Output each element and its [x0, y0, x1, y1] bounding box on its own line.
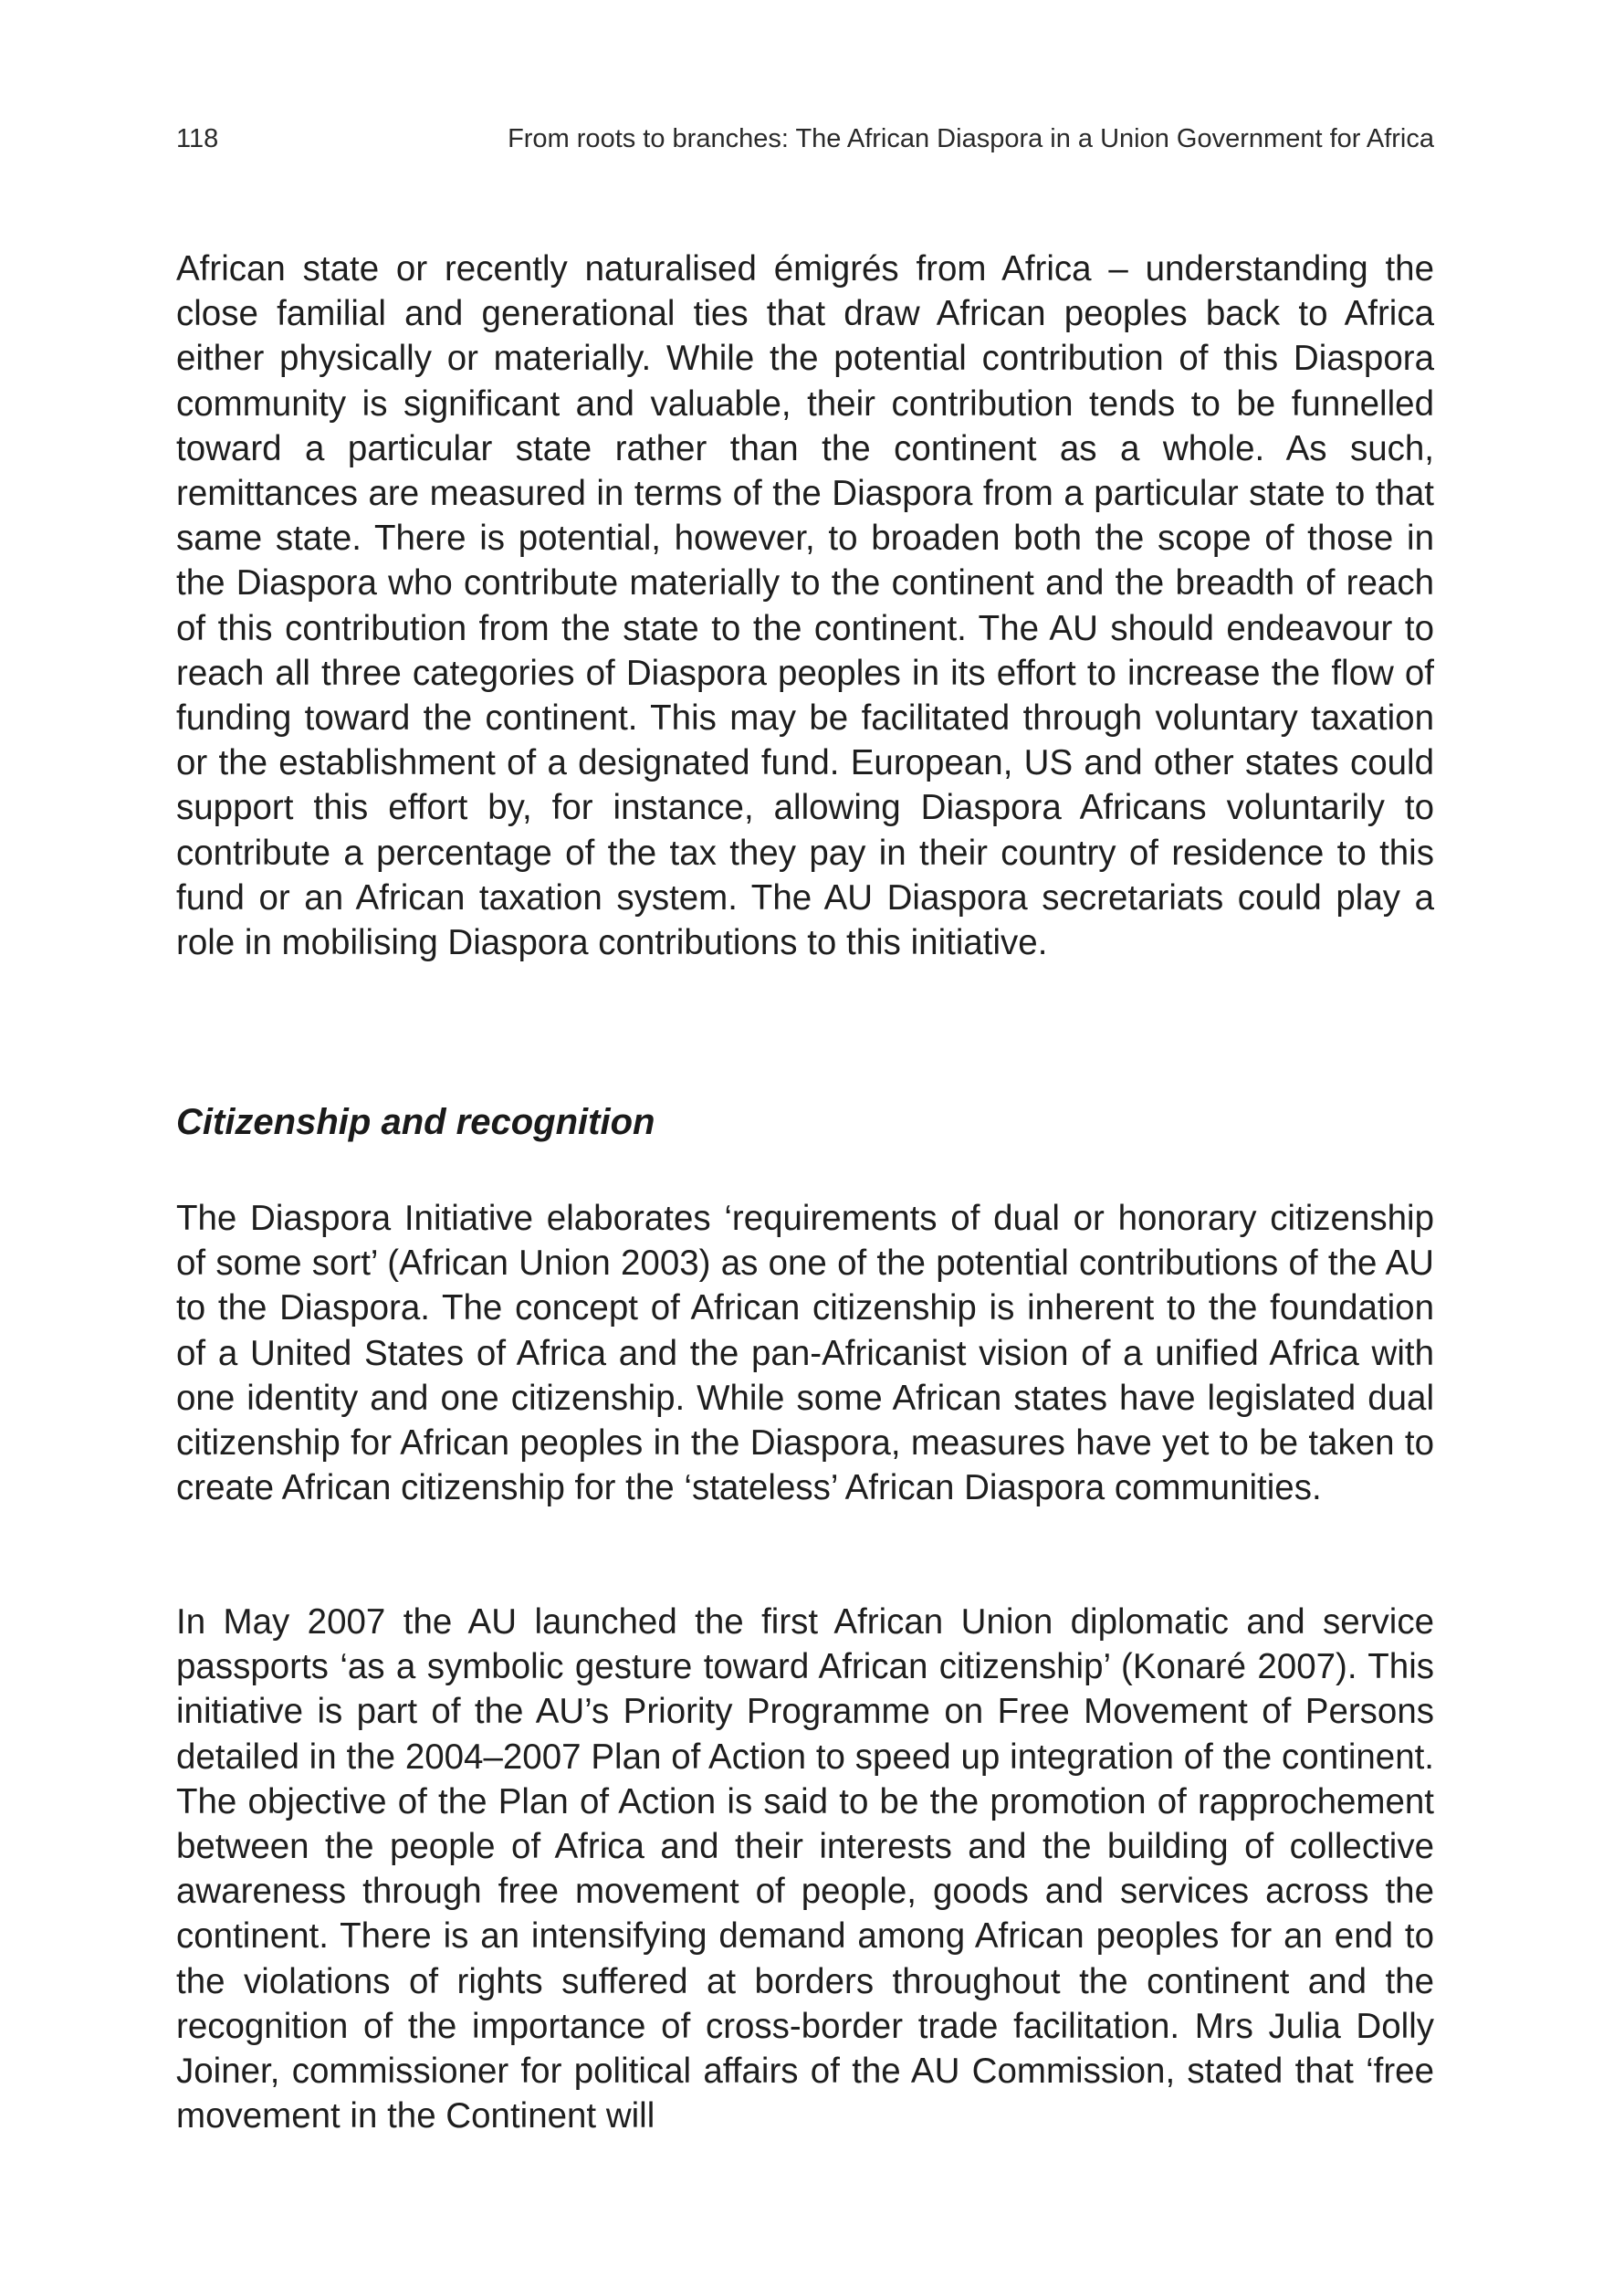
page-number: 118 [176, 124, 219, 153]
body-paragraph: The Diaspora Initiative elaborates ‘requirements of dual or honorary citizenship of some sort’ (African Union 2003) as one of the potential contributions of the AU to the Diaspora. The concept of African citizenship is inherent to the foundation of a United States of Africa and the pan-Africanist vision of a unified Africa with one identity and one citizenship. While some African states have legislated dual citizenship for African peoples in the Diaspora, measures have yet to be taken to create African citizenship for the ‘stateless’ African Diaspora communities. [176, 1199, 1434, 1508]
running-title: From roots to branches: The African Diaspora in a Union Government for Africa [508, 124, 1434, 153]
body-paragraph: African state or recently naturalised émigrés from Africa – understanding the close familial and generational ties that draw African peoples back to Africa either physically or materially. While the potential contribution of this Diaspora community is significant and valuable, their contribution tends to be funnelled toward a particular state rather than the continent as a whole. As such, remittances are measured in terms of the Diaspora from a particular state to that same state. There is potential, however, to broaden both the scope of those in the Diaspora who contribute materially to the continent and the breadth of reach of this contribution from the state to the continent. The AU should endeavour to reach all three categories of Diaspora peoples in its effort to increase the flow of funding toward the continent. This may be facilitated through voluntary taxation or the establishment of a designated fund. European, US and other states could support this effort by, for instance, allowing Diaspora Africans voluntarily to contribute a percentage of the tax they pay in their country of residence to this fund or an African taxation system. The AU Diaspora secretariats could play a role in mobilising Diaspora contributions to this initiative. [176, 249, 1434, 963]
section-heading: Citizenship and recognition [176, 1102, 655, 1142]
running-header [176, 121, 1434, 157]
body-paragraph: In May 2007 the AU launched the first African Union diplomatic and service passports ‘as a symbolic gesture toward African citizenship’ (Konaré 2007). This initiative is part of the AU’s Priority Programme on Free Movement of Persons detailed in the 2004–2007 Plan of Action to speed up integration of the continent. The objective of the Plan of Action is said to be the promotion of rapprochement between the people of Africa and their interests and the building of collective awareness through free movement of people, goods and services across the continent. There is an intensifying demand among African peoples for an end to the violations of rights suffered at borders throughout the continent and the recognition of the importance of cross-border trade facilitation. Mrs Julia Dolly Joiner, commissioner for political affairs of the AU Commission, stated that ‘free movement in the Continent will [176, 1602, 1434, 2136]
